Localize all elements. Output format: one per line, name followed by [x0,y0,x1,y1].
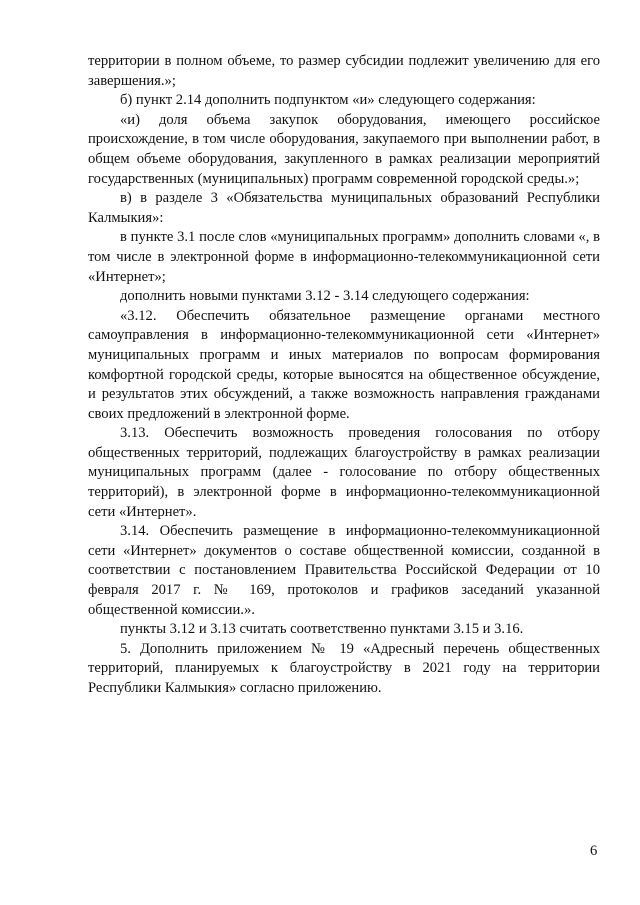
paragraph-clause-3-14: 3.14. Обеспечить размещение в информационно-телекоммуникационной сети «Интернет» документов о составе общественной комиссии, созданной в соответствии с постановлением Правительства Российской Федерации от 10 февраля 2017 г. № 169, протоколов и графиков заседаний указанной общественной комиссии.». [88,523,600,618]
paragraph-clause-3-1: в пункте 3.1 после слов «муниципальных программ» дополнить словами «, в том числе в электронной форме в информационно-телекоммуникационной сети «Интернет»; [88,229,600,285]
body-text [88,52,600,699]
paragraph-item-5: 5. Дополнить приложением № 19 «Адресный перечень общественных территорий, планируемых к благоустройству в 2021 году на территории Республики Калмыкия» согласно приложению. [88,640,600,696]
paragraph-renumber: пункты 3.12 и 3.13 считать соответственно пунктами 3.15 и 3.16. [120,621,524,638]
page-number: 6 [590,843,598,859]
paragraph-clause-3-12: «3.12. Обеспечить обязательное размещение органами местного самоуправления в информационно-телекоммуникационной сети «Интернет» муниципальных программ и иных материалов по вопросам формирования комфортной городской среды, которые выносятся на общественное обсуждение, и результатов этих обсуждений, а также возможность направления гражданами своих предложений в электронной форме. [88,307,600,422]
paragraph-item-v: в) в разделе 3 «Обязательства муниципальных образований Республики Калмыкия»: [88,190,600,226]
paragraph-add-clauses: дополнить новыми пунктами 3.12 - 3.14 следующего содержания: [120,288,530,305]
paragraph-subitem-i: «и) доля объема закупок оборудования, имеющего российское происхождение, в том числе оборудования, закупаемого при выполнении работ, в общем объеме оборудования, закупленного в рамках реализации мероприятий государственных (муниципальных) программ современной городской среды.»; [88,111,600,187]
paragraph-item-b: б) пункт 2.14 дополнить подпунктом «и» следующего содержания: [120,92,536,109]
paragraph-clause-3-13: 3.13. Обеспечить возможность проведения голосования по отбору общественных территорий, подлежащих благоустройству в рамках реализации муниципальных программ (далее - голосование по отбору общественных территорий), в электронной форме в информационно-телекоммуникационной сети «Интернет». [88,425,600,520]
paragraph-continuation: территории в полном объеме, то размер субсидии подлежит увеличению для его завершения.»; [88,53,600,89]
